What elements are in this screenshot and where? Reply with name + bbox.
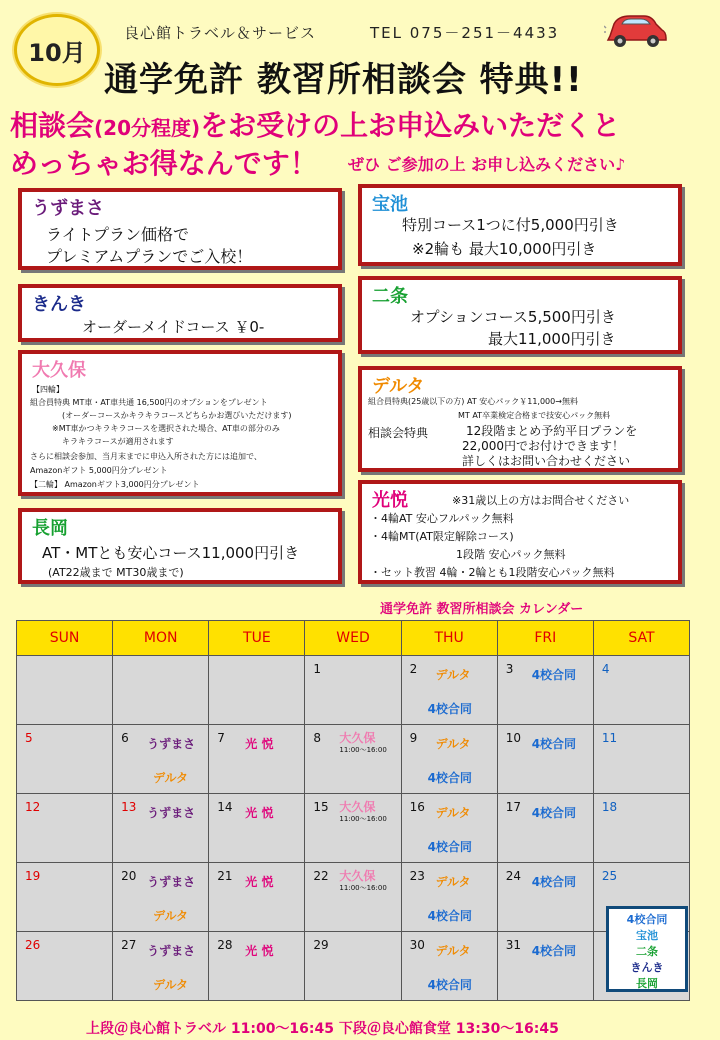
day-number: 22 (313, 869, 329, 883)
subheadline-note: ぜひ ご参加の上 お申し込みください♪ (348, 155, 626, 174)
event-label: 4校合同 (427, 909, 472, 923)
calendar-day-cell (593, 656, 689, 691)
box-nijo-name: 二条 (372, 286, 408, 307)
calendar-day-cell (305, 656, 401, 691)
day-number: 25 (601, 869, 618, 883)
month-badge (14, 14, 100, 86)
calendar-day-cell-lower (593, 759, 689, 794)
day-number: 29 (313, 938, 329, 952)
calendar-day-cell-lower (209, 690, 305, 725)
calendar-day-cell-lower (113, 897, 209, 932)
legend-item: 長岡 (636, 977, 658, 990)
calendar-day-cell (209, 656, 305, 691)
calendar-day-cell (17, 656, 113, 691)
calendar-day-cell-lower (17, 690, 113, 725)
subheadline-1 (10, 104, 620, 144)
calendar-day-cell (17, 932, 113, 967)
box-okubo-line6: さらに相談会参加、当月末までに申込入所された方には追加で、 (30, 452, 262, 461)
calendar-day-cell-lower (401, 897, 497, 932)
box-takaike-line2: ※2輪も 最大10,000円引き (412, 240, 597, 258)
calendar-day-cell (305, 725, 401, 760)
event-label: 4校合同 (531, 668, 577, 682)
calendar-day-cell (497, 932, 593, 967)
event-label: 光 悦 (245, 875, 274, 889)
calendar-day-cell (593, 863, 689, 898)
weekday-header: THU (401, 621, 497, 656)
box-delta-line6: 詳しくはお問い合わせください (462, 454, 631, 468)
calendar-day-cell-lower (497, 828, 593, 863)
calendar-day-cell (593, 725, 689, 760)
legend-item: 4校合同 (626, 913, 668, 926)
joint-schools-legend (606, 906, 688, 992)
event-label: 4校合同 (531, 944, 577, 958)
calendar-day-cell (401, 794, 497, 829)
box-nagaoka-line2: (AT22歳まで MT30歳まで) (48, 566, 184, 579)
event-label: 大久保 (339, 800, 376, 814)
day-number: 11 (601, 731, 618, 745)
box-uzumasa-name: うずまさ (32, 198, 104, 219)
event-label: 4校合同 (531, 875, 577, 889)
event-label: 大久保 (339, 731, 376, 745)
calendar-day-cell-lower (17, 897, 113, 932)
legend-item: 二条 (636, 945, 658, 958)
event-label: 4校合同 (427, 840, 472, 854)
weekday-header: TUE (209, 621, 305, 656)
day-number: 1 (313, 662, 322, 676)
calendar-day-cell-lower (17, 759, 113, 794)
day-number: 30 (409, 938, 425, 952)
calendar-day-cell-lower (497, 966, 593, 1001)
day-number: 10 (505, 731, 521, 745)
box-koetsu-line1: ・4輪AT 安心フルパック無料 (370, 512, 514, 525)
calendar-day-cell (593, 794, 689, 829)
event-label: 4校合同 (531, 806, 577, 820)
sub1-c: をお受けの上お申込みいただくと (200, 109, 621, 142)
box-takaike-name: 宝池 (372, 194, 408, 215)
day-number: 19 (25, 869, 41, 883)
calendar-day-cell-lower (209, 897, 305, 932)
event-time-note: 11:00～16:00 (339, 884, 387, 892)
box-delta-line1: 組合員特典(25歳以下の方) AT 安心パック￥11,000→無料 (368, 397, 578, 406)
calendar-day-cell (497, 794, 593, 829)
footer-note: 上段＠良心館トラベル 11:00～16:45 下段＠良心館食堂 13:30～16:45 (86, 1021, 559, 1037)
calendar-day-cell-lower (17, 966, 113, 1001)
month-label: 10月 (28, 38, 86, 67)
day-number: 27 (121, 938, 137, 952)
calendar-day-cell (401, 863, 497, 898)
event-label: 大久保 (339, 869, 376, 883)
calendar-day-cell-lower (113, 690, 209, 725)
box-delta-line2: MT AT卒業検定合格まで技安心パック無料 (458, 411, 611, 420)
box-nagaoka-name: 長岡 (32, 518, 68, 539)
calendar-day-cell (305, 932, 401, 967)
day-number: 6 (121, 731, 129, 745)
event-time-note: 11:00～16:00 (339, 746, 387, 754)
day-number: 12 (25, 800, 41, 814)
box-delta (358, 366, 682, 472)
day-number: 23 (409, 869, 425, 883)
sub1-b: (20分程度) (94, 116, 201, 140)
headline: 通学免許 教習所相談会 特典!! (104, 60, 583, 100)
box-koetsu (358, 480, 682, 584)
calendar-day-cell (497, 656, 593, 691)
legend-item: きんき (630, 961, 664, 974)
event-label: うずまさ (147, 875, 196, 889)
event-label: 光 悦 (245, 737, 274, 751)
calendar-day-cell (401, 725, 497, 760)
calendar-day-cell (113, 794, 209, 829)
event-label: デルタ (153, 978, 189, 992)
box-nijo (358, 276, 682, 354)
day-number: 2 (409, 662, 418, 676)
day-number: 5 (25, 731, 33, 745)
calendar-day-cell-lower (209, 966, 305, 1001)
box-koetsu-line4: ・セット教習 4輪・2輪とも1段階安心パック無料 (370, 566, 615, 579)
event-time-note: 11:00～16:00 (339, 815, 387, 823)
box-nagaoka (18, 508, 342, 584)
calendar-day-cell-lower (209, 828, 305, 863)
box-okubo-line5: キラキラコースが適用されます (62, 437, 174, 446)
box-koetsu-line3: 1段階 安心パック無料 (456, 548, 566, 561)
calendar-day-cell-lower (305, 966, 401, 1001)
calendar-day-cell-lower (305, 690, 401, 725)
box-takaike-line1: 特別コース1つに付5,000円引き (402, 216, 619, 234)
box-uzumasa (18, 188, 342, 270)
calendar-day-cell-lower (305, 759, 401, 794)
calendar-day-cell-lower (401, 828, 497, 863)
event-label: デルタ (435, 944, 471, 958)
day-number: 9 (409, 731, 418, 745)
calendar-day-cell (305, 863, 401, 898)
day-number: 31 (505, 938, 521, 952)
box-okubo-line2: 組合員特典 MT車・AT車共通 16,500円のオプションをプレゼント (30, 398, 268, 407)
event-label: 4校合同 (427, 771, 472, 785)
weekday-header: MON (113, 621, 209, 656)
box-delta-name: デルタ (372, 376, 425, 397)
calendar-day-cell-lower (593, 828, 689, 863)
day-number: 28 (217, 938, 233, 952)
day-number: 26 (25, 938, 41, 952)
box-kinki-line1: オーダーメイドコース ￥0- (82, 318, 265, 336)
calendar-day-cell-lower (113, 966, 209, 1001)
box-okubo-line3: (オーダーコースかキラキラコースどちらかお選びいただけます) (62, 411, 292, 420)
calendar-day-cell (113, 932, 209, 967)
calendar-day-cell (305, 794, 401, 829)
calendar-day-cell (209, 794, 305, 829)
box-okubo-name: 大久保 (32, 360, 86, 381)
box-delta-line4: 12段階まとめ予約平日プランを (466, 424, 638, 438)
calendar-day-cell-lower (497, 690, 593, 725)
event-label: うずまさ (147, 737, 196, 751)
event-label: うずまさ (147, 944, 196, 958)
box-takaike (358, 184, 682, 266)
calendar-day-cell (209, 725, 305, 760)
calendar-day-cell-lower (497, 897, 593, 932)
calendar-day-cell (113, 863, 209, 898)
car-icon (604, 8, 668, 50)
calendar-day-cell (17, 794, 113, 829)
calendar-day-cell (209, 863, 305, 898)
subheadline-2: めっちゃお得なんです！ (10, 147, 318, 180)
calendar-day-cell (113, 725, 209, 760)
box-delta-line3: 相談会特典 (368, 426, 429, 440)
event-label: うずまさ (147, 806, 196, 820)
box-uzumasa-line1: ライトプラン価格で (46, 225, 190, 244)
box-kinki (18, 284, 342, 342)
day-number: 13 (121, 800, 137, 814)
calendar-day-cell (17, 863, 113, 898)
calendar-day-cell-lower (401, 759, 497, 794)
event-label: 4校合同 (531, 737, 577, 751)
day-number: 14 (217, 800, 233, 814)
calendar-day-cell (209, 932, 305, 967)
day-number: 21 (217, 869, 233, 883)
legend-item: 宝池 (636, 929, 658, 942)
box-okubo (18, 350, 342, 496)
day-number: 15 (313, 800, 329, 814)
day-number: 18 (601, 800, 618, 814)
event-label: デルタ (435, 875, 471, 889)
box-koetsu-line2: ・4輪MT(AT限定解除コース) (370, 530, 514, 543)
calendar-day-cell-lower (305, 897, 401, 932)
sub1-a: 相談会 (10, 109, 95, 142)
calendar-day-cell-lower (401, 690, 497, 725)
box-okubo-line8: 【二輪】 Amazonギフト3,000円分プレゼント (30, 480, 200, 489)
calendar-day-cell-lower (401, 966, 497, 1001)
calendar-day-cell-lower (113, 759, 209, 794)
box-nijo-line1: オプションコース5,500円引き (410, 308, 616, 326)
calendar-day-cell-lower (593, 690, 689, 725)
event-label: デルタ (435, 668, 471, 682)
event-label: 4校合同 (427, 702, 472, 716)
event-label: デルタ (153, 771, 189, 785)
calendar-day-cell (401, 656, 497, 691)
calendar-day-cell (113, 656, 209, 691)
box-okubo-line4: ※MT車かつキラキラコースを選択された場合、AT車の部分のみ (52, 424, 280, 433)
calendar-day-cell-lower (497, 759, 593, 794)
weekday-header: SAT (593, 621, 689, 656)
event-label: 4校合同 (427, 978, 472, 992)
box-uzumasa-line2: プレミアムプランでご入校！ (46, 247, 253, 266)
calendar-day-cell (17, 725, 113, 760)
weekday-header: FRI (497, 621, 593, 656)
day-number: 16 (409, 800, 425, 814)
phone-number: TEL 075－251－4433 (370, 24, 560, 42)
calendar-day-cell-lower (305, 828, 401, 863)
event-label: デルタ (153, 909, 189, 923)
box-kinki-name: きんき (32, 294, 86, 315)
calendar-day-cell-lower (113, 828, 209, 863)
calendar-day-cell (497, 863, 593, 898)
day-number: 8 (313, 731, 322, 745)
calendar-day-cell-lower (17, 828, 113, 863)
day-number: 17 (505, 800, 521, 814)
day-number: 24 (505, 869, 521, 883)
weekday-header: SUN (17, 621, 113, 656)
day-number: 4 (601, 662, 610, 676)
day-number: 3 (505, 662, 514, 676)
calendar-day-cell (401, 932, 497, 967)
box-delta-line5: 22,000円でお付けできます！ (462, 439, 624, 453)
box-nijo-line2: 最大11,000円引き (488, 330, 616, 348)
calendar-day-cell-lower (209, 759, 305, 794)
box-koetsu-name: 光悦 (372, 490, 408, 511)
company-name: 良心館トラベル＆サービス (124, 24, 317, 42)
calendar-day-cell (497, 725, 593, 760)
weekday-header: WED (305, 621, 401, 656)
box-koetsu-line0: ※31歳以上の方はお問合せください (452, 494, 630, 507)
calendar-table (16, 620, 690, 1001)
box-okubo-line7: Amazonギフト 5,000円分プレゼント (30, 466, 168, 475)
event-label: デルタ (435, 806, 471, 820)
calendar-title: 通学免許 教習所相談会 カレンダー (380, 602, 584, 617)
day-number: 20 (121, 869, 137, 883)
event-label: 光 悦 (245, 944, 274, 958)
event-label: 光 悦 (245, 806, 274, 820)
box-okubo-line1: 【四輪】 (32, 385, 64, 394)
event-label: デルタ (435, 737, 471, 751)
day-number: 7 (217, 731, 225, 745)
box-nagaoka-line1: AT・MTとも安心コース11,000円引き (42, 544, 300, 562)
